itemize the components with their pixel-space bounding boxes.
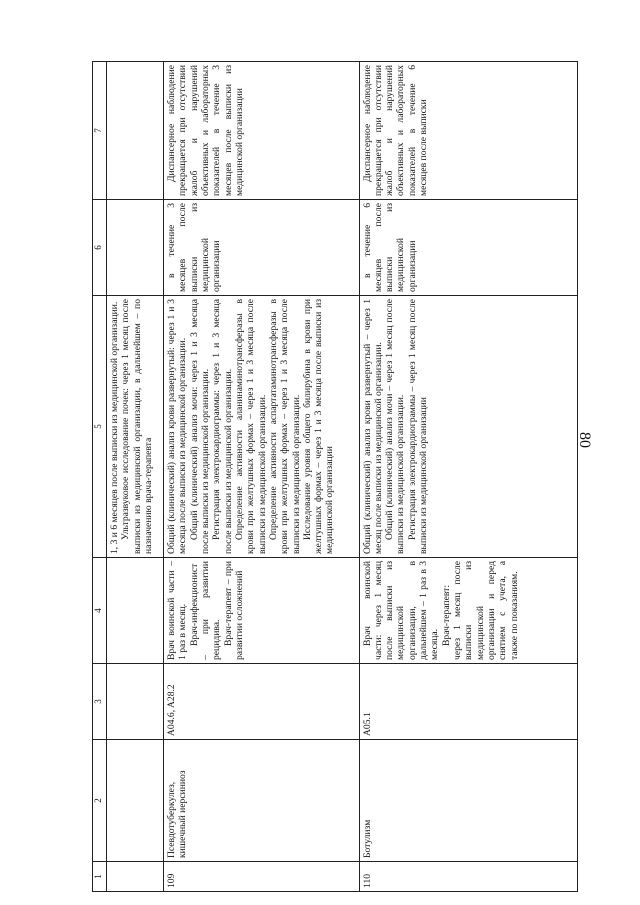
study-text: Общий (клинический) анализ крови развернутый – через 1 месяц после выписки из медицинской организации. (361, 299, 384, 554)
column-header: 2 (93, 740, 107, 862)
study-text: 1, 3 и 6 месяцев после выписки из медицинской организации. (109, 301, 120, 554)
column-header: 4 (93, 558, 107, 664)
study-text: Ультразвуковое исследование почек: через 1 месяц после выписки из медицинской организации, в дальнейшем – по назначению врача-терапевта (120, 299, 154, 554)
study-text: Определение активности аланинаминотрансферазы в крови при желтушных формах – через 1 и 3 месяца после выписки из медицинской организации. (233, 299, 268, 554)
table-cell (107, 62, 164, 200)
table-cell (107, 740, 164, 862)
icd-code: A04.6, A28.2 (164, 664, 359, 740)
study-text: Определение активности аспартатаминотрансферазы в крови при желтушных формах – через 1 и 3 месяца после выписки из медицинской организации. (267, 299, 302, 554)
column-header: 7 (93, 62, 107, 200)
table-cell (107, 664, 164, 740)
row-number: 110 (359, 862, 577, 892)
observation-term: в течение 3 месяцев после выписки из медицинской организации (164, 200, 359, 296)
disease-name: Псевдотуберкулез, кишечный иерсиниоз (164, 740, 359, 862)
doctor-text: Врач-инфекционист – при развитии рецидива. (188, 561, 223, 660)
disease-name: Ботулизм (359, 740, 577, 862)
table-cell (107, 200, 164, 296)
studies-cell (164, 296, 359, 558)
doctor-text: Врач-терапевт – при развитии осложнений (222, 561, 245, 660)
rotated-page-content (92, 62, 578, 892)
icd-code: A05.1 (359, 664, 577, 740)
column-header: 6 (93, 200, 107, 296)
page-number: 80 (576, 432, 593, 448)
doctor-text: Врач воинской части – 1 раз в месяц. (166, 561, 189, 660)
doctor-text: Врач-терапевт: через 1 месяц после выписки из медицинской организации и перед снятием с учета, а также по показаниям. (440, 561, 520, 660)
studies-cell (359, 296, 577, 558)
doctor-text: Врач воинской части: через 1 месяц после выписки из медицинской организации, в дальнейшем – 1 раз в 3 месяца. (361, 561, 441, 660)
doctors-cell (359, 558, 577, 664)
observation-note: Диспансерное наблюдение прекращается при отсутствии жалоб и нарушений объективных и лабораторных показателей в течение 6 месяцев после выписки (359, 62, 577, 200)
continuation-studies-cell (107, 296, 164, 558)
table-row (359, 62, 577, 892)
observation-term: в течение 6 месяцев после выписки из медицинской организации (359, 200, 577, 296)
table-cell (107, 862, 164, 892)
dispensary-observation-table (92, 61, 578, 892)
column-header: 5 (93, 296, 107, 558)
column-header: 3 (93, 664, 107, 740)
study-text: Общий (клинический) анализ крови развернутый: через 1 и 3 месяца после выписки из медицинской организации. (166, 299, 189, 554)
study-text: Регистрация электрокардиограммы: через 1 и 3 месяца после выписки из медицинской организации. (211, 299, 234, 554)
study-text: Исследование уровня общего билирубина в крови при желтушных формах – через 1 и 3 месяца после выписки из медицинской организации (301, 299, 336, 554)
study-text: Регистрация электрокардиограммы – через 1 месяц после выписки из медицинской организации (406, 299, 430, 554)
doctors-cell (164, 558, 359, 664)
row-number: 109 (164, 862, 359, 892)
continuation-row (107, 62, 164, 892)
table-cell (107, 558, 164, 664)
observation-note: Диспансерное наблюдение прекращается при отсутствии жалоб и нарушений объективных и лабораторных показателей в течение 3 месяцев после выписки из медицинской организации (164, 62, 359, 200)
table-row (164, 62, 359, 892)
study-text: Общий (клинический) анализ мочи – через 1 месяц после выписки из медицинской организации. (384, 299, 407, 554)
header-row (93, 62, 107, 892)
column-header: 1 (93, 862, 107, 892)
study-text: Общий (клинический) анализ мочи: через 1 и 3 месяца после выписки из медицинской организации. (188, 299, 212, 554)
